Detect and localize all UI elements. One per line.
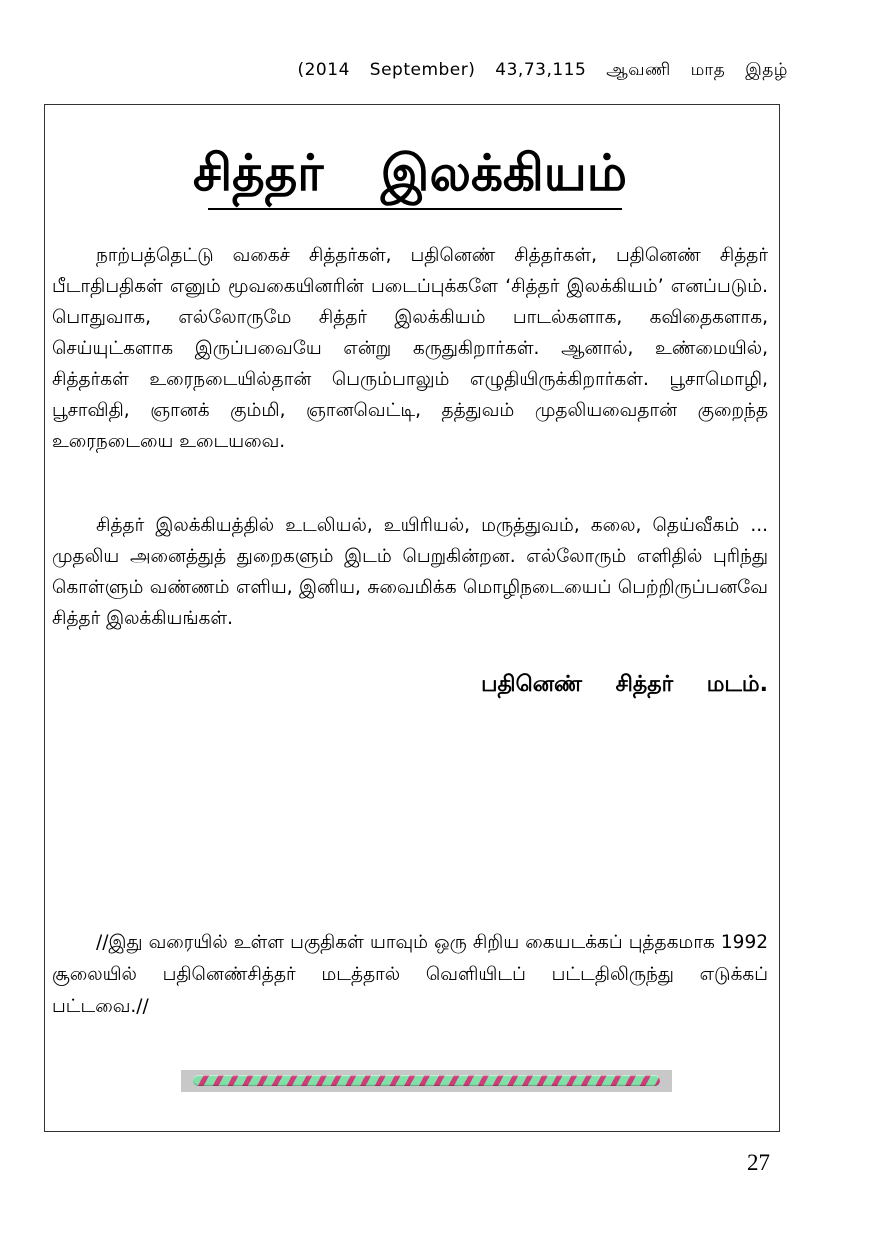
- rope-divider-icon: [193, 1075, 660, 1086]
- decorative-divider: [181, 1070, 672, 1092]
- signature: பதினெண் சித்தர் மடம்.: [481, 672, 768, 697]
- source-note: //இது வரையில் உள்ள பகுதிகள் யாவும் ஒரு சிறிய கையடக்கப் புத்தகமாக 1992 சூலையில் பதினெண்சித்தர் மடத்தால் வெளியிடப் பட்டதிலிருந்து எடுக்கப் பட்டவை.//: [52, 932, 768, 1017]
- paragraph-1: நாற்பத்தெட்டு வகைச் சித்தர்கள், பதினெண் சித்தர்கள், பதினெண் சித்தர் பீடாதிபதிகள் எனும் மூவகையினரின் படைப்புக்களே ‘சித்தர் இலக்கியம்’ எனப்படும். பொதுவாக, எல்லோருமே சித்தர் இலக்கியம் பாடல்களாக, கவிதைகளாக, செய்யுட்களாக இருப்பவையே என்று கருதுகிறார்கள். ஆனால், உண்மையில், சித்தர்கள் உரைநடையில்தான் பெரும்பாலும் எழுதியிருக்கிறார்கள். பூசாமொழி, பூசாவிதி, ஞானக் கும்மி, ஞானவெட்டி, தத்துவம் முதலியவைதான் குறைந்த உரைநடையை உடையவை.: [52, 245, 768, 452]
- article-title: சித்தர் இலக்கியம்: [192, 144, 628, 202]
- title-underline: [208, 208, 622, 210]
- page-number: 27: [747, 1150, 770, 1175]
- issue-header: (2014 September) 43,73,115 ஆவணி மாத இதழ்: [297, 60, 788, 80]
- paragraph-2: சித்தர் இலக்கியத்தில் உடலியல், உயிரியல், மருத்துவம், கலை, தெய்வீகம் ... முதலிய அனைத்துத் துறைகளும் இடம் பெறுகின்றன. எல்லோரும் எளிதில் புரிந்து கொள்ளும் வண்ணம் எளிய, இனிய, சுவைமிக்க மொழிநடையைப் பெற்றிருப்பனவே சித்தர் இலக்கியங்கள்.: [52, 515, 768, 629]
